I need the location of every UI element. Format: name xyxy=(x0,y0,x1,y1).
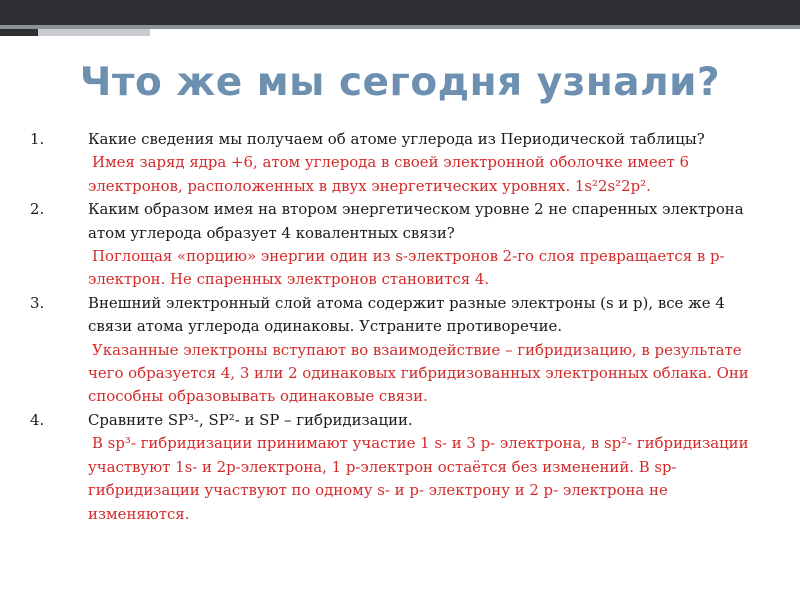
question-text: Какие сведения мы получаем об атоме углерода из Периодической таблицы? xyxy=(88,130,705,148)
item-body xyxy=(88,292,772,409)
question-text: Сравните SP³-, SP²- и SP – гибридизации. xyxy=(88,410,413,429)
header-band xyxy=(0,0,800,25)
answer-text: Указанные электроны вступают во взаимодействие – гибридизацию, в результате чего образуется 4, 3 или 2 одинаковых гибридизованных электронных облака. Они способны образовывать одинаковые связи. xyxy=(88,340,749,406)
slide-title: Что же мы сегодня узнали? xyxy=(79,60,721,105)
item-number: 2. xyxy=(30,200,45,219)
header-light-tab xyxy=(38,29,150,36)
question-text: Внешний электронный слой атома содержит разные электроны (s и p), все же 4 связи атома углерода одинаковы. Устраните противоречие. xyxy=(88,293,725,336)
list-item xyxy=(30,409,772,526)
item-body xyxy=(88,409,772,526)
list-item xyxy=(30,198,772,292)
question-text: Каким образом имея на втором энергетическом уровне 2 не спаренных электрона атом углерода образует 4 ковалентных связи? xyxy=(88,200,744,242)
item-number: 4. xyxy=(30,410,45,429)
item-number: 3. xyxy=(30,293,45,312)
question-list xyxy=(30,128,772,526)
list-item xyxy=(30,128,772,198)
header-dark-tab xyxy=(0,29,38,36)
answer-text: Поглощая «порцию» энергии один из s-электронов 2-го слоя превращается в p-электрон. Не спаренных электронов становится 4. xyxy=(88,247,725,289)
list-item xyxy=(30,292,772,409)
item-number: 1. xyxy=(30,130,45,148)
item-body xyxy=(88,198,772,292)
item-body xyxy=(88,128,772,198)
answer-text: В sp³- гибридизации принимают участие 1 s- и 3 p- электрона, в sp²- гибридизации участвуют 1s- и 2p-электрона, 1 p-электрон остаётся без изменений. В sp- гибридизации участвуют по одному s- и p- электрону и 2 p- электрона не изменяются. xyxy=(88,434,749,523)
answer-text: Имея заряд ядра +6, атом углерода в своей электронной оболочке имеет 6 электронов, расположенных в двух энергетических уровнях. 1s²2s²2p². xyxy=(88,153,689,195)
